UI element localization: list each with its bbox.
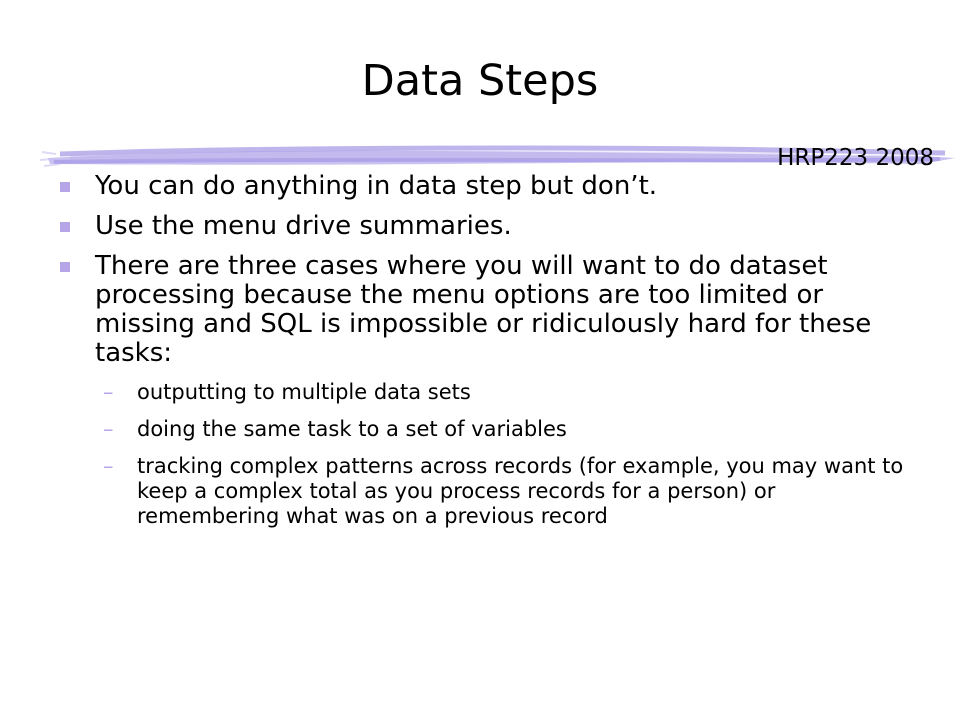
square-bullet-icon <box>60 262 70 272</box>
bullet-item <box>60 252 920 529</box>
bullet-item <box>60 172 920 201</box>
bullet-item <box>60 212 920 241</box>
bullet-text: There are three cases where you will want to do dataset processing because the menu options are too limited or missing and SQL is impossible or ridiculously hard for these tasks: <box>95 251 872 368</box>
dash-bullet-icon: – <box>103 380 114 404</box>
square-bullet-icon <box>60 182 70 192</box>
sub-bullet-text: outputting to multiple data sets <box>137 380 471 404</box>
course-tag: HRP223 2008 <box>777 145 934 171</box>
sub-bullet-list <box>95 380 920 529</box>
sub-bullet-item <box>95 454 920 529</box>
sub-bullet-text: doing the same task to a set of variables <box>137 417 567 441</box>
bullet-text: You can do anything in data step but don’t. <box>95 171 658 201</box>
square-bullet-icon <box>60 222 70 232</box>
sub-bullet-item <box>95 380 920 405</box>
sub-bullet-item <box>95 417 920 442</box>
dash-bullet-icon: – <box>103 417 114 441</box>
dash-bullet-icon: – <box>103 454 114 478</box>
sub-bullet-text: tracking complex patterns across records (for example, you may want to keep a complex total as you process records for a person) or remembering what was on a previous record <box>137 454 904 528</box>
slide-title: Data Steps <box>361 56 599 106</box>
bullet-list <box>60 172 920 541</box>
bullet-text: Use the menu drive summaries. <box>95 211 512 241</box>
